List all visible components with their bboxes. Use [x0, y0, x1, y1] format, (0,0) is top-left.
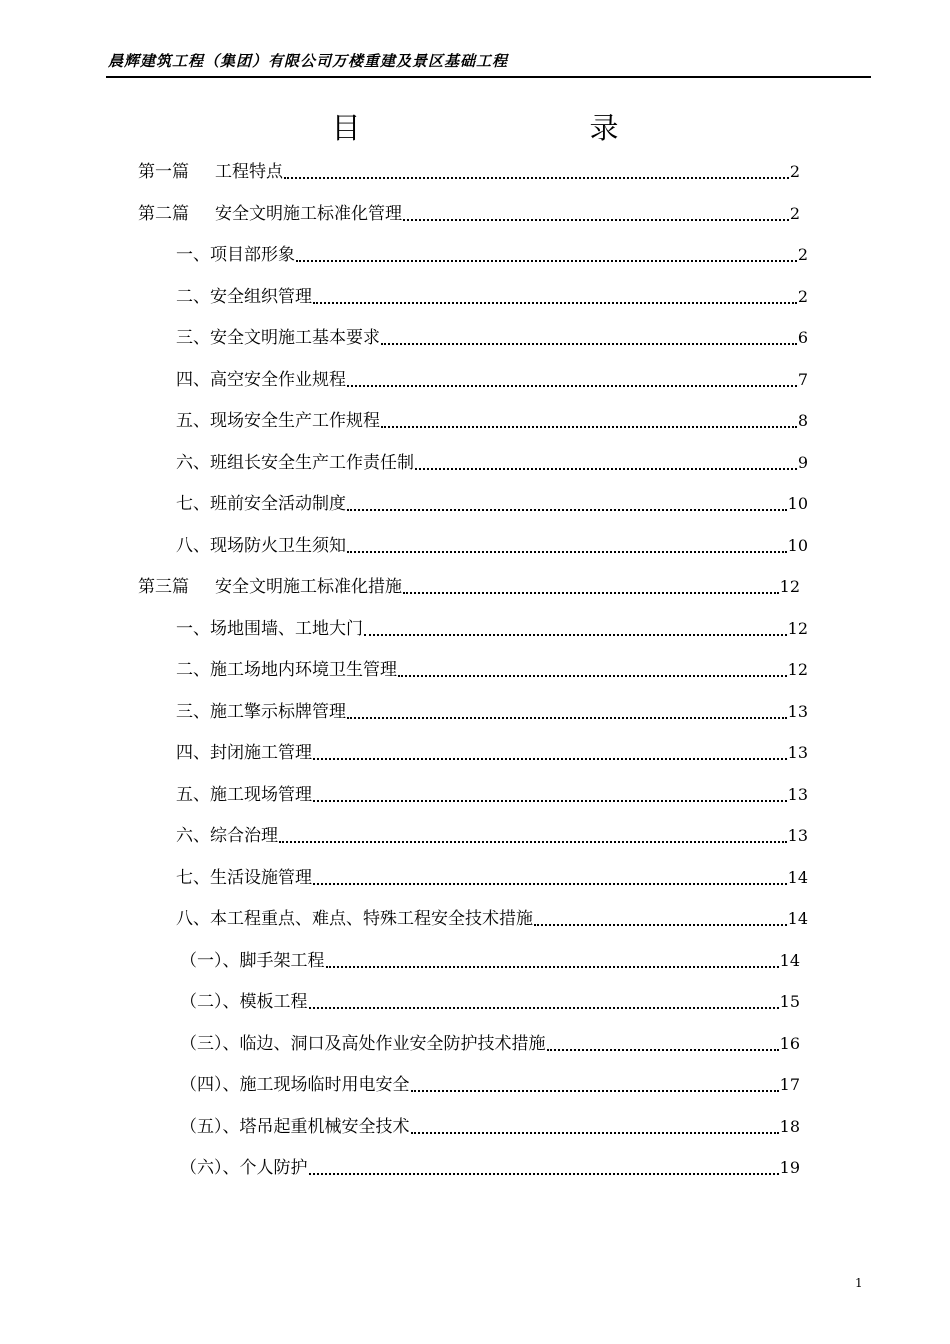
toc-entry[interactable] — [176, 490, 808, 518]
toc-entry-text: 三、施工擎示标牌管理 — [176, 702, 346, 722]
toc-page-number: 17 — [779, 1075, 800, 1094]
toc-dot-leader — [313, 781, 787, 809]
toc-entry[interactable] — [180, 1154, 800, 1182]
toc-entry-label — [138, 573, 402, 601]
toc-entry-text: （二）、模板工程 — [180, 992, 308, 1012]
toc-entry-label — [176, 698, 346, 726]
toc-dot-leader — [313, 864, 787, 892]
toc-dot-leader — [381, 324, 797, 352]
toc-page-number: 7 — [797, 370, 808, 389]
toc-page-number: 10 — [787, 494, 808, 513]
toc-entry-text: （六）、个人防护 — [180, 1158, 308, 1178]
toc-entry-label — [176, 241, 295, 269]
toc-page-number: 2 — [797, 287, 808, 306]
toc-entry-text: 七、班前安全活动制度 — [176, 494, 346, 514]
toc-entry[interactable] — [176, 822, 808, 850]
toc-entry-text: 安全文明施工标准化措施 — [215, 577, 402, 597]
toc-entry-text: 四、高空安全作业规程 — [176, 370, 346, 390]
toc-dot-leader — [313, 283, 797, 311]
toc-entry-text: （三）、临边、洞口及高处作业安全防护技术措施 — [180, 1034, 546, 1054]
toc-page-number: 14 — [779, 951, 800, 970]
toc-entry-text: 八、本工程重点、难点、特殊工程安全技术措施 — [176, 909, 533, 929]
toc-entry[interactable] — [176, 407, 808, 435]
toc-page-number: 2 — [797, 245, 808, 264]
toc-entry-label — [176, 905, 533, 933]
toc-page-number: 15 — [779, 992, 800, 1011]
toc-title: 目 录 — [331, 111, 719, 145]
toc-entry[interactable] — [138, 200, 800, 228]
toc-entry[interactable] — [176, 905, 808, 933]
toc-entry-label — [180, 988, 308, 1016]
toc-entry-label — [180, 1154, 308, 1182]
toc-entry-text: 一、场地围墙、工地大门 — [176, 619, 363, 639]
toc-entry-text: 八、现场防火卫生须知 — [176, 536, 346, 556]
toc-entry-label — [176, 490, 346, 518]
toc-page-number: 13 — [787, 743, 808, 762]
toc-entry-text: 七、生活设施管理 — [176, 868, 312, 888]
toc-page-number: 12 — [787, 660, 808, 679]
toc-page-number: 14 — [787, 909, 808, 928]
toc-entry-text: 一、项目部形象 — [176, 245, 295, 265]
toc-dot-leader — [534, 905, 787, 933]
toc-entry[interactable] — [176, 698, 808, 726]
toc-dot-leader — [326, 947, 779, 975]
toc-entry[interactable] — [176, 864, 808, 892]
toc-entry-text: 二、施工场地内环境卫生管理 — [176, 660, 397, 680]
toc-entry-label — [176, 656, 397, 684]
toc-entry-label — [176, 864, 312, 892]
toc-dot-leader — [364, 615, 787, 643]
toc-part-number: 第三篇 — [138, 577, 189, 597]
toc-page-number: 6 — [797, 328, 808, 347]
toc-entry-text: 安全文明施工标准化管理 — [215, 204, 402, 224]
toc-entry-label — [176, 781, 312, 809]
toc-page-number: 12 — [787, 619, 808, 638]
toc-page-number: 13 — [787, 826, 808, 845]
header-divider — [106, 76, 871, 78]
toc-page-number: 8 — [797, 411, 808, 430]
toc-entry-label — [138, 158, 283, 186]
toc-dot-leader — [398, 656, 787, 684]
toc-entry-text: 二、安全组织管理 — [176, 287, 312, 307]
toc-entry-label — [176, 615, 363, 643]
toc-entry-text: （一）、脚手架工程 — [180, 951, 325, 971]
toc-page-number: 13 — [787, 785, 808, 804]
toc-page-number: 13 — [787, 702, 808, 721]
toc-dot-leader — [403, 573, 779, 601]
toc-entry-text: 三、安全文明施工基本要求 — [176, 328, 380, 348]
toc-dot-leader — [347, 366, 797, 394]
toc-entry[interactable] — [176, 324, 808, 352]
toc-dot-leader — [309, 1154, 779, 1182]
toc-entry[interactable] — [176, 656, 808, 684]
toc-entry-label — [176, 407, 380, 435]
toc-dot-leader — [415, 449, 797, 477]
toc-entry-text: （五）、塔吊起重机械安全技术 — [180, 1117, 410, 1137]
toc-entry-text: （四）、施工现场临时用电安全 — [180, 1075, 410, 1095]
toc-page-number: 10 — [787, 536, 808, 555]
toc-dot-leader — [296, 241, 797, 269]
toc-entry[interactable] — [180, 1113, 800, 1141]
toc-entry-label — [176, 532, 346, 560]
toc-entry-label — [176, 366, 346, 394]
toc-entry[interactable] — [180, 988, 800, 1016]
toc-dot-leader — [309, 988, 779, 1016]
toc-dot-leader — [347, 490, 787, 518]
toc-dot-leader — [347, 532, 787, 560]
toc-entry-text: 工程特点 — [215, 162, 283, 182]
toc-entry[interactable] — [138, 158, 800, 186]
toc-entry-text: 五、现场安全生产工作规程 — [176, 411, 380, 431]
toc-page-number: 2 — [789, 204, 800, 223]
toc-dot-leader — [313, 739, 787, 767]
toc-entry-label — [176, 449, 414, 477]
toc-page-number: 14 — [787, 868, 808, 887]
toc-entry[interactable] — [180, 1030, 800, 1058]
toc-entry-label — [180, 947, 325, 975]
toc-dot-leader — [547, 1030, 779, 1058]
toc-entry[interactable] — [180, 947, 800, 975]
toc-entry-text: 六、综合治理 — [176, 826, 278, 846]
toc-dot-leader — [411, 1113, 779, 1141]
toc-dot-leader — [279, 822, 787, 850]
toc-entry[interactable] — [138, 573, 800, 601]
toc-entry-label — [176, 739, 312, 767]
toc-entry-label — [180, 1030, 546, 1058]
toc-entry-label — [176, 324, 380, 352]
table-of-contents — [0, 158, 950, 1218]
toc-entry-label — [176, 283, 312, 311]
toc-dot-leader — [284, 158, 789, 186]
page-number: 1 — [855, 1276, 863, 1290]
toc-page-number: 18 — [779, 1117, 800, 1136]
toc-dot-leader — [411, 1071, 779, 1099]
toc-page-number: 12 — [779, 577, 800, 596]
toc-part-number: 第一篇 — [138, 162, 189, 182]
toc-page-number: 19 — [779, 1158, 800, 1177]
toc-page-number: 2 — [789, 162, 800, 181]
toc-entry-label — [180, 1113, 410, 1141]
toc-entry-text: 五、施工现场管理 — [176, 785, 312, 805]
toc-entry[interactable] — [176, 532, 808, 560]
toc-dot-leader — [403, 200, 789, 228]
running-header: 晨辉建筑工程（集团）有限公司万楼重建及景区基础工程 — [108, 52, 509, 70]
toc-entry[interactable] — [176, 366, 808, 394]
toc-entry[interactable] — [176, 781, 808, 809]
toc-dot-leader — [381, 407, 797, 435]
toc-entry[interactable] — [176, 449, 808, 477]
toc-part-number: 第二篇 — [138, 204, 189, 224]
toc-entry-label — [176, 822, 278, 850]
toc-entry[interactable] — [176, 615, 808, 643]
toc-entry-text: 六、班组长安全生产工作责任制 — [176, 453, 414, 473]
toc-page-number: 16 — [779, 1034, 800, 1053]
toc-entry[interactable] — [176, 739, 808, 767]
toc-entry-label — [138, 200, 402, 228]
toc-entry[interactable] — [176, 241, 808, 269]
toc-entry-text: 四、封闭施工管理 — [176, 743, 312, 763]
toc-entry-label — [180, 1071, 410, 1099]
toc-entry[interactable] — [180, 1071, 800, 1099]
toc-entry[interactable] — [176, 283, 808, 311]
toc-dot-leader — [347, 698, 787, 726]
toc-page-number: 9 — [797, 453, 808, 472]
